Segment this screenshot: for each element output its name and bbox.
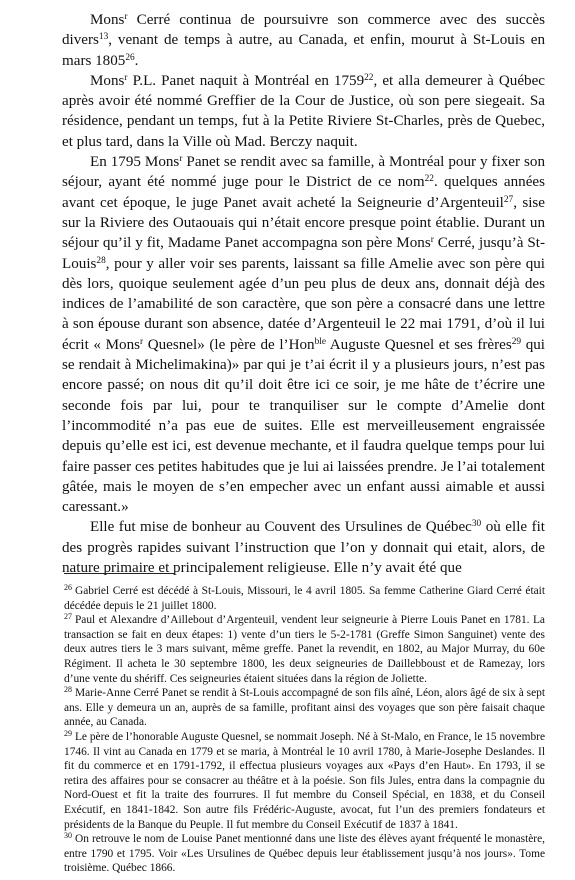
text-run: Mons [90, 12, 125, 28]
superscript: r [124, 11, 128, 22]
superscript: 29 [511, 336, 522, 347]
superscript: 27 [503, 194, 514, 205]
superscript: 28 [96, 255, 106, 266]
text-run: , pour y aller voir ses parents, laissant sa fille Amelie avec son père qui dès lors, quoique seulement agée d’un peu plus de deux ans, donnait déjà des indices de l’amabilité de son caractère, que son père a consacré dans une lettre à son épouse durant son absence, datée d’Argenteuil le 22 mai 1791, d’où il lui écrit « Mons [62, 255, 545, 353]
footnote-number: 30 [64, 830, 72, 840]
text-run: Quesnel» (le père de l’Hon [143, 336, 315, 353]
footnote-text: On retrouve le nom de Louise Panet mentionné dans une liste des élèves ayant fréquenté le monastère, entre 1790 et 1795. Voir «Les Ursulines de Québec depuis leur établissement jusqu’à nos jours». Tome troisième. Québec 1866. [64, 833, 545, 875]
text-run: . [134, 52, 139, 69]
footnote-number: 29 [64, 728, 72, 738]
footnote [64, 832, 545, 876]
footnote [64, 584, 545, 613]
paragraph [62, 152, 545, 517]
footnote-number: 26 [64, 582, 72, 592]
footnote [64, 730, 545, 832]
superscript: 22 [424, 174, 434, 185]
footnote [64, 613, 545, 686]
superscript: 13 [98, 32, 109, 43]
footnote-text: Marie-Anne Cerré Panet se rendit à St-Louis accompagné de son fils aîné, Léon, alors âgé de six à sept ans. Elle y demeura un an, auprès de sa famille, profitant ainsi des voyages que son père faisait chaque année, au Canada. [64, 687, 545, 729]
paragraph [62, 517, 545, 578]
text-run: Cerré continua de poursuivre son commerce avec des succès divers [62, 12, 545, 49]
text-run: . quelques années avant cet époque, le juge Panet avait acheté la Seigneurie d’Argenteuil [62, 174, 545, 211]
footnote-text: Le père de l’honorable Auguste Quesnel, se nommait Joseph. Né à St-Malo, en France, le 15 novembre 1746. Il vint au Canada en 1779 et se maria, à Montréal le 10 avril 1780, à Marie-Josephe Deslandes. Il fit du commerce et en 1791-1792, il effectua plusieurs voyages aux «Pays d’en Haut». En 1793, il se retira des affaires pour se consacrer au théâtre et à la poésie. Son fils Jules, entra dans la compagnie du Nord-Ouest et fit la traite des fourrures. Il fut membre du Conseil Spécial, en 1838, et du Conseil Exécutif, en 1841-1842. Son autre fils Frédéric-Auguste, avocat, fut l’un des premiers fondateurs et présidents de la Banque du Peuple. Il fut membre du Conseil Exécutif de 1837 à 1841. [64, 730, 546, 831]
superscript: r [124, 72, 128, 83]
footnote-number: 27 [64, 611, 72, 621]
footnote [64, 686, 545, 730]
superscript: r [139, 336, 144, 347]
footnote-rule [64, 573, 174, 574]
superscript: r [430, 235, 434, 246]
text-run: , venant de temps à autre, au Canada, et enfin, mourut à St-Louis en mars 1805 [62, 32, 545, 69]
text-run: Panet se rendit avec sa famille, à Montréal pour y fixer son séjour, ayant été nommé juge pour le District de ce nom [62, 154, 545, 191]
text-run: où elle fit des progrès rapides suivant l’instruction que l’on y donnait qui etait, alors, de nature primaire et principalement religieuse. Elle n’y avait été que [62, 519, 545, 577]
footnote-text: Paul et Alexandre d’Aillebout d’Argenteuil, vendent leur seigneurie à Pierre Louis Panet en 1781. La transaction se fait en deux étapes: 1) vente d’un tiers le 5-2-1781 (Greffe Simon Sanguinet) vente des deux autres tiers le 3 mars suivant, même greffe. Panet la revendit, en 1802, au Major Murray, du 60e Régiment. Il acheta le 30 septembre 1800, les deux seigneuries de Daillebboust et de Ramezay, lors d’une vente du shériff. Ces seigneuries étaient situées dans la région de Joliette. [64, 614, 545, 685]
footnote-number: 28 [64, 684, 72, 694]
superscript: 22 [364, 72, 374, 83]
footnote-text: Gabriel Cerré est décédé à St-Louis, Missouri, le 4 avril 1805. Sa femme Catherine Giard Cerré était décédée depuis le 21 juillet 1800. [64, 585, 545, 612]
paragraph [62, 10, 545, 71]
text-run: Elle fut mise de bonheur au Couvent des Ursulines de Québec [90, 519, 472, 536]
text-run: , sise sur la Riviere des Outaouais qui n’était encore presque point établie. Durant un séjour qu’il y fit, Madame Panet accompagna son père Mons [62, 194, 545, 252]
superscript: 30 [471, 519, 482, 530]
footnotes [64, 584, 545, 876]
paragraph [62, 71, 545, 152]
text-run: , et alla demeurer à Québec après avoir été nommé Greffier de la Cour de Justice, où son pere siegeait. Sa résidence, pendant un temps, fut à la Petite Riviere St-Charles, près de Quebec, et plus tard, dans la Ville où Mad. Berczy naquit. [62, 72, 545, 150]
superscript: 26 [125, 52, 135, 63]
text-run: Cerré, jusqu’à St-Louis [62, 235, 545, 272]
text-run: qui se rendait à Michelimakina)» par qui je t’ai écrit il y a plusieurs jours, n’est pas encore passé; on nous dit qu’il doit être ici ce soir, je me hâte de t’écrire une seconde fois par lui, pour te tranquiliser sur le compte d’Amelie dont l’incommodité n’a pas eue de suites. Elle est merveilleusement engraissée depuis qu’elle est ici, est devenue mechante, et il faudra quelque temps pour lui faire passer ces petites habitudes que je lui ai laissées prendre. Je l’ai totalement gâtée, mais le moyen de s’en empecher avec un enfant aussi aimable et aussi caressant.» [62, 336, 545, 516]
superscript: ble [314, 336, 326, 347]
text-run: Auguste Quesnel et ses frères [326, 336, 512, 353]
text-run: P.L. Panet naquit à Montréal en 1759 [127, 72, 365, 89]
main-text [62, 10, 545, 578]
text-run: Mons [90, 72, 125, 89]
superscript: r [179, 153, 183, 164]
text-run: En 1795 Mons [90, 154, 180, 171]
